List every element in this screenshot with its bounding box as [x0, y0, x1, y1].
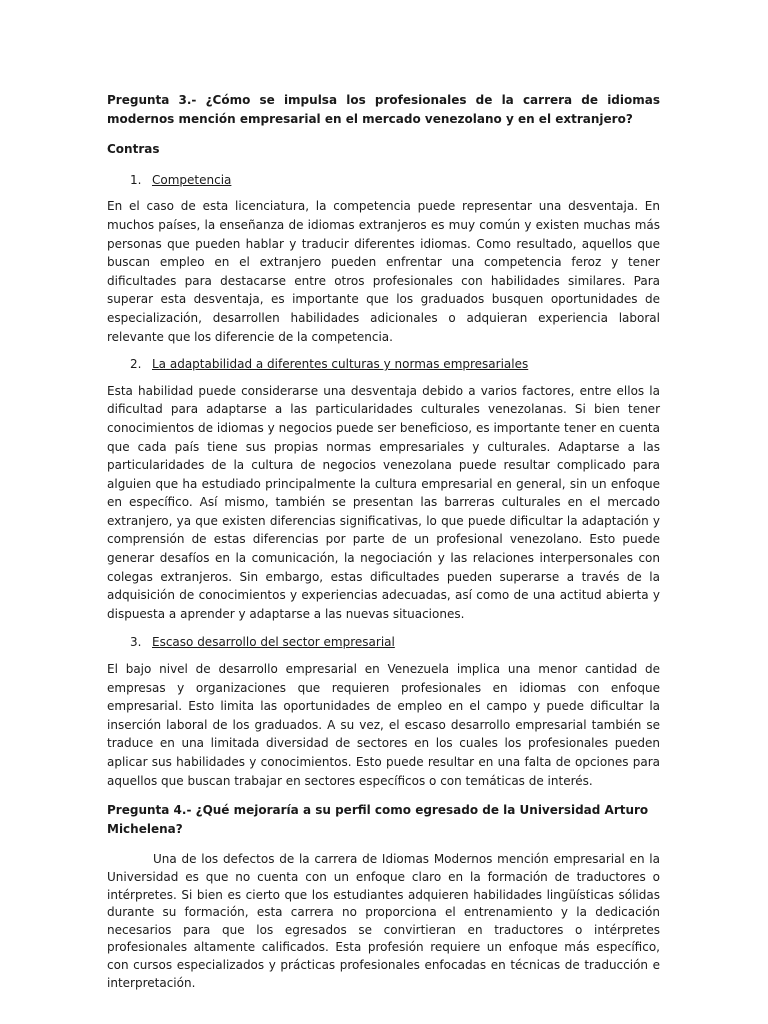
list-item-title: La adaptabilidad a diferentes culturas y normas empresariales	[152, 357, 529, 372]
list-item-competencia	[107, 171, 660, 190]
list-number: 2.	[130, 357, 142, 372]
list-number: 1.	[130, 172, 142, 187]
paragraph-question-4: Una de los defectos de la carrera de Idiomas Modernos mención empresarial en la Universidad es que no cuenta con un enfoque claro en la formación de traductores o intérpretes. Si bien es cierto que los estudiantes adquieren habilidades lingüísticas sólidas durante su formación, esta carrera no proporciona el entrenamiento y la dedicación necesarios para que los egresados se convirtieran en traductores o intérpretes profesionales altamente calificados. Esta profesión requiere un enfoque más específico, con cursos especializados y prácticas profesionales enfocadas en técnicas de traducción e interpretación.	[107, 852, 660, 990]
paragraph-adaptabilidad: Esta habilidad puede considerarse una desventaja debido a varios factores, entre ellos la dificultad para adaptarse a las particularidades culturales venezolanas. Si bien tener conocimientos de idiomas y negocios puede ser beneficioso, es importante tener en cuenta que cada país tiene sus propias normas empresariales y culturales. Adaptarse a las particularidades de la cultura de negocios venezolana puede resultar complicado para alguien que ha estudiado principalmente la cultura empresarial en general, sin un enfoque en específico. Así mismo, también se presentan las barreras culturales en el mercado extranjero, ya que existen diferencias significativas, lo que puede dificultar la adaptación y comprensión de estas diferencias por parte de un profesional venezolano. Esto puede generar desafíos en la comunicación, la negociación y las relaciones interpersonales con colegas extranjeros. Sin embargo, estas dificultades pueden superarse a través de la adquisición de conocimientos y experiencias adecuadas, así como de una actitud abierta y dispuesta a aprender y adaptarse a las nuevas situaciones.	[107, 383, 660, 621]
list-item-adaptabilidad	[107, 355, 660, 374]
list-item-desarrollo	[107, 633, 660, 652]
question-3-heading: Pregunta 3.- ¿Cómo se impulsa los profesionales de la carrera de idiomas modernos mención empresarial en el mercado venezolano y en el extranjero?	[107, 93, 660, 126]
contras-heading: Contras	[107, 142, 160, 157]
question-4-heading: Pregunta 4.- ¿Qué mejoraría a su perfil como egresado de la Universidad Arturo Michelena?	[107, 803, 649, 836]
paragraph-desarrollo: El bajo nivel de desarrollo empresarial en Venezuela implica una menor cantidad de empresas y organizaciones que requieren profesionales en idiomas con enfoque empresarial. Esto limita las oportunidades de empleo en el campo y puede dificultar la inserción laboral de los graduados. A su vez, el escaso desarrollo empresarial también se traduce en una limitada diversidad de sectores en los cuales los profesionales pueden aplicar sus habilidades y conocimientos. Esto puede resultar en una falta de opciones para aquellos que buscan trabajar en sectores específicos o con temáticas de interés.	[107, 662, 660, 788]
paragraph-competencia: En el caso de esta licenciatura, la competencia puede representar una desventaja. En muchos países, la enseñanza de idiomas extranjeros es muy común y existen muchas más personas que pueden hablar y traducir diferentes idiomas. Como resultado, aquellos que buscan empleo en el extranjero pueden enfrentar una competencia feroz y tener dificultades para destacarse entre otros profesionales con habilidades similares. Para superar esta desventaja, es importante que los graduados busquen oportunidades de especialización, desarrollen habilidades adicionales o adquieran experiencia laboral relevante que los diferencie de la competencia.	[107, 199, 660, 344]
list-item-title: Competencia	[152, 172, 232, 187]
list-number: 3.	[130, 635, 142, 650]
document-page	[107, 91, 660, 992]
list-item-title: Escaso desarrollo del sector empresarial	[152, 635, 395, 650]
